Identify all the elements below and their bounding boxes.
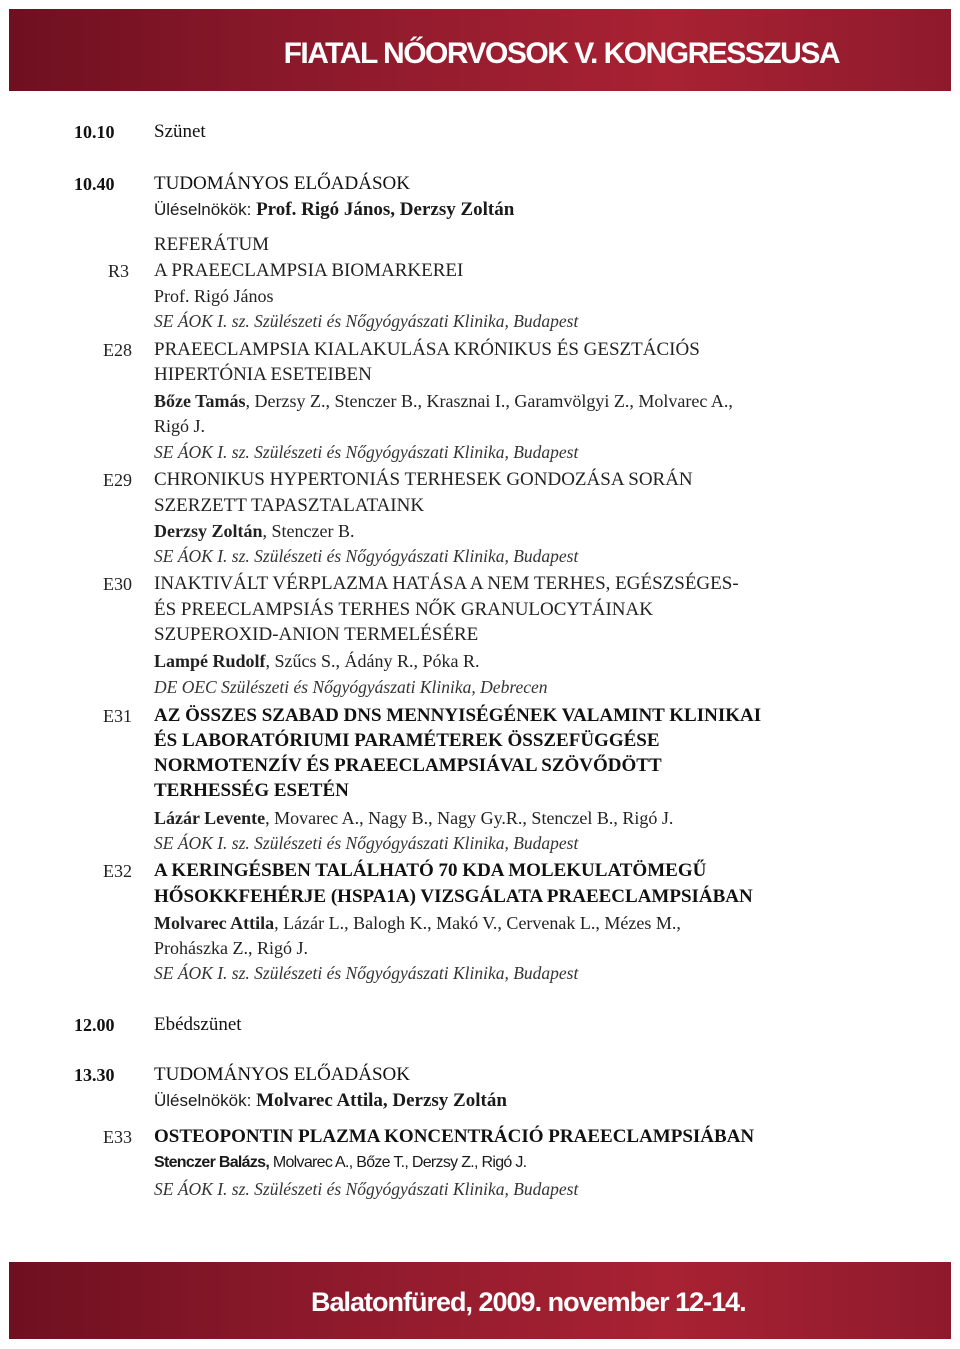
session2-chairs xyxy=(154,1089,507,1113)
e30-presenter: Lampé Rudolf xyxy=(154,651,266,671)
e31-title-line1: AZ ÖSSZES SZABAD DNS MENNYISÉGÉNEK VALAMINT KLINIKAI xyxy=(154,705,762,726)
e29-institution: SE ÁOK I. sz. Szülészeti és Nőgyógyászati Klinika, Budapest xyxy=(154,546,579,566)
r3-presenter: Prof. Rigó János xyxy=(154,286,274,306)
footer-banner xyxy=(9,1262,951,1339)
e30-code: E30 xyxy=(103,574,132,594)
e31-presenter: Lázár Levente xyxy=(154,808,266,828)
e33-title: OSTEOPONTIN PLAZMA KONCENTRÁCIÓ PRAEECLAMPSIÁBAN xyxy=(154,1126,755,1147)
e32-title-line1: A KERINGÉSBEN TALÁLHATÓ 70 KDA MOLEKULATÖMEGŰ xyxy=(154,860,707,881)
session1-title: TUDOMÁNYOS ELŐADÁSOK xyxy=(154,173,410,194)
e32-coauthors: , Lázár L., Balogh K., Makó V., Cervenak L., Mézes M., xyxy=(274,913,681,933)
e30-title-line1: INAKTIVÁLT VÉRPLAZMA HATÁSA A NEM TERHES, EGÉSZSÉGES- xyxy=(154,573,739,594)
e33-coauthors: Molvarec A., Bőze T., Derzsy Z., Rigó J. xyxy=(269,1154,527,1171)
e29-authors xyxy=(154,519,354,543)
e29-coauthors: , Stenczer B. xyxy=(262,521,355,541)
e28-title-line2: HIPERTÓNIA ESETEIBEN xyxy=(154,364,372,385)
e33-code: E33 xyxy=(103,1127,132,1147)
e33-institution: SE ÁOK I. sz. Szülészeti és Nőgyógyászati Klinika, Budapest xyxy=(154,1179,579,1199)
lunch-time: 12.00 xyxy=(74,1015,115,1035)
e31-authors xyxy=(154,806,673,830)
e32-authors xyxy=(154,911,681,935)
chairs-label: Üléselnökök: xyxy=(154,200,252,219)
r3-title: A PRAEECLAMPSIA BIOMARKEREI xyxy=(154,260,464,281)
e28-code: E28 xyxy=(103,340,132,360)
break-time: 10.10 xyxy=(74,122,115,142)
e32-coauthors-line2: Prohászka Z., Rigó J. xyxy=(154,938,308,958)
break-label: Szünet xyxy=(154,121,206,142)
e29-code: E29 xyxy=(103,470,132,490)
venue-date: Balatonfüred, 2009. november 12-14. xyxy=(311,1287,746,1317)
r3-institution: SE ÁOK I. sz. Szülészeti és Nőgyógyászati Klinika, Budapest xyxy=(154,311,579,331)
e28-presenter: Bőze Tamás xyxy=(154,391,246,411)
e28-coauthors: , Derzsy Z., Stenczer B., Krasznai I., Garamvölgyi Z., Molvarec A., xyxy=(245,391,733,411)
e31-title-line4: TERHESSÉG ESETÉN xyxy=(154,780,349,801)
session1-chairs xyxy=(154,198,514,222)
e31-code: E31 xyxy=(103,706,132,726)
e32-presenter: Molvarec Attila xyxy=(154,913,275,933)
e30-institution: DE OEC Szülészeti és Nőgyógyászati Klinika, Debrecen xyxy=(154,677,548,697)
e32-title-line2: HŐSOKKFEHÉRJE (HSPA1A) VIZSGÁLATA PRAEECLAMPSIÁBAN xyxy=(154,886,753,907)
session1-time: 10.40 xyxy=(74,174,115,194)
congress-title: FIATAL NŐORVOSOK V. KONGRESSZUSA xyxy=(283,37,839,70)
e30-title-line3: SZUPEROXID-ANION TERMELÉSÉRE xyxy=(154,624,479,645)
chairs-names: Prof. Rigó János, Derzsy Zoltán xyxy=(256,199,515,220)
chairs-names: Molvarec Attila, Derzsy Zoltán xyxy=(256,1090,507,1111)
lunch-label: Ebédszünet xyxy=(154,1014,242,1035)
e29-title-line2: SZERZETT TAPASZTALATAINK xyxy=(154,495,425,516)
session2-time: 13.30 xyxy=(74,1065,115,1085)
e28-coauthors-line2: Rigó J. xyxy=(154,416,206,436)
e28-title-line1: PRAEECLAMPSIA KIALAKULÁSA KRÓNIKUS ÉS GESZTÁCIÓS xyxy=(154,339,700,360)
referatum-heading: REFERÁTUM xyxy=(154,234,270,255)
e28-institution: SE ÁOK I. sz. Szülészeti és Nőgyógyászati Klinika, Budapest xyxy=(154,442,579,462)
e30-coauthors: , Szűcs S., Ádány R., Póka R. xyxy=(265,651,480,671)
e28-authors xyxy=(154,389,733,413)
e29-presenter: Derzsy Zoltán xyxy=(154,521,263,541)
e31-institution: SE ÁOK I. sz. Szülészeti és Nőgyógyászati Klinika, Budapest xyxy=(154,833,579,853)
e32-institution: SE ÁOK I. sz. Szülészeti és Nőgyógyászati Klinika, Budapest xyxy=(154,963,579,983)
e31-title-line2: ÉS LABORATÓRIUMI PARAMÉTEREK ÖSSZEFÜGGÉSE xyxy=(154,730,660,751)
chairs-label: Üléselnökök: xyxy=(154,1091,252,1110)
session2-title: TUDOMÁNYOS ELŐADÁSOK xyxy=(154,1064,410,1085)
e31-coauthors: , Movarec A., Nagy B., Nagy Gy.R., Stenczel B., Rigó J. xyxy=(265,808,674,828)
e31-title-line3: NORMOTENZÍV ÉS PRAEECLAMPSIÁVAL SZÖVŐDÖTT xyxy=(154,755,662,776)
e33-presenter: Stenczer Balázs, xyxy=(154,1154,270,1171)
r3-code: R3 xyxy=(108,261,130,281)
e29-title-line1: CHRONIKUS HYPERTONIÁS TERHESEK GONDOZÁSA SORÁN xyxy=(154,469,693,490)
header-banner xyxy=(9,9,951,91)
e30-authors xyxy=(154,649,480,673)
e33-authors xyxy=(154,1151,526,1175)
e32-code: E32 xyxy=(103,861,132,881)
e30-title-line2: ÉS PREECLAMPSIÁS TERHES NŐK GRANULOCYTÁINAK xyxy=(154,599,653,620)
